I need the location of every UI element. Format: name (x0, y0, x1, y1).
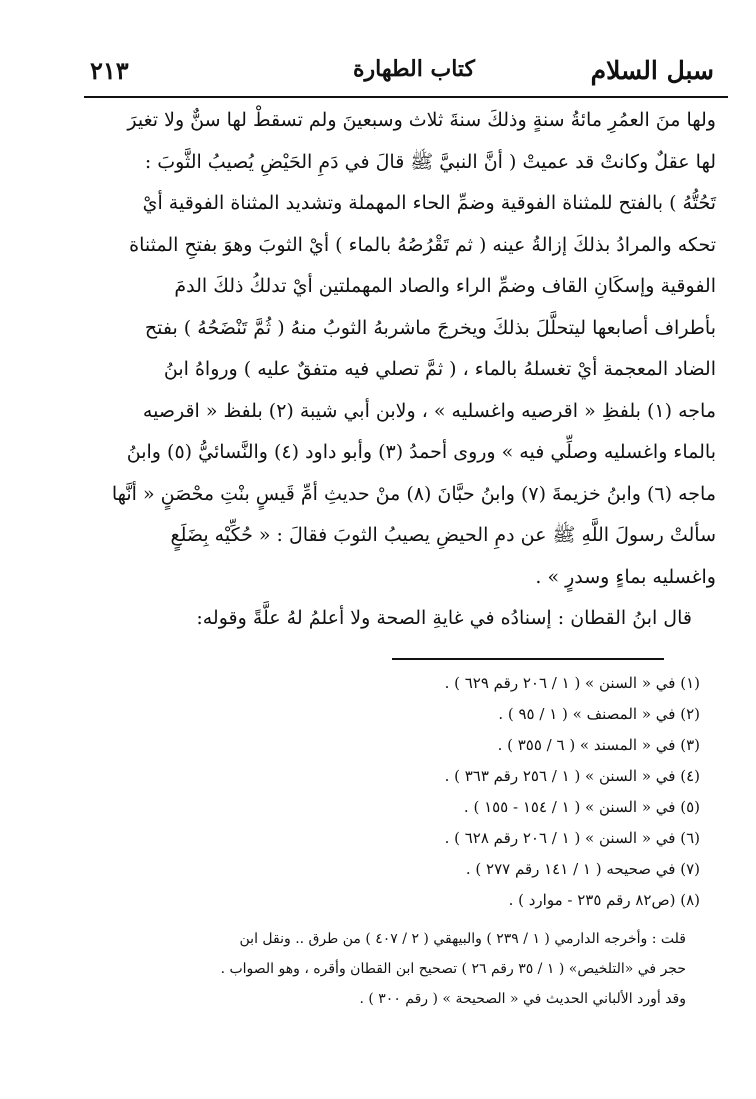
note-line: قلت : وأخرجه الدارمي ( ١ / ٢٣٩ ) والبيهقي ( ٢ / ٤٠٧ ) من طرق .. ونقل ابن (239, 931, 686, 947)
text-line: تحكه والمرادُ بذلكَ إزالةُ عينه ( ثم تَقْرُصُهُ بالماء ) أيْ الثوبَ وهوَ بفتحِ المثناة (129, 233, 716, 256)
footnote-divider (392, 658, 664, 660)
editor-note (96, 924, 686, 1014)
main-text (96, 100, 716, 640)
text-line: قال ابنُ القطان : إسنادُه في غايةِ الصحة ولا أعلمُ لهُ علَّةً وقوله: (196, 607, 692, 629)
header-divider (84, 96, 728, 98)
page-number: ٢١٣ (90, 56, 129, 85)
text-line: بالماء واغسليه وصلِّي فيه » وروى أحمدُ (٣) وأبو داود (٤) والنَّسائيُّ (٥) وابنُ (126, 441, 716, 463)
book-title: سبل السلام (590, 56, 714, 85)
text-line: الفوقية وإسكَانِ القاف وضمِّ الراء والصاد المهملتين أيْ تدلكُ ذلكَ الدمَ (174, 275, 716, 297)
text-line: سألتْ رسولَ اللَّهِ ﷺ عن دمِ الحيضِ يصيبُ الثوبَ فقالَ : « حُكِّيْه بِضَلَعٍ (170, 524, 716, 546)
footnote: (٦) في « السنن » ( ١ / ٢٠٦ رقم ٦٢٨ ) . (444, 829, 700, 847)
footnote: (٢) في « المصنف » ( ١ / ٩٥ ) . (498, 705, 700, 723)
footnote: (٧) في صحيحه ( ١ / ١٤١ رقم ٢٧٧ ) . (465, 860, 700, 878)
text-line: لها عقلٌ وكانتْ قد عميتْ ( أنَّ النبيَّ ﷺ قالَ في دَمِ الحَيْضِ يُصيبُ الثَّوبَ : (144, 150, 716, 173)
text-line: تَحُتُّهُ ) بالفتح للمثناة الفوقية وضمِّ الحاء المهملة وتشديد المثناة الفوقية أيْ (142, 192, 716, 214)
text-line: الضاد المعجمة أيْ تغسلهُ بالماء ، ( ثمَّ تصلي فيه متفقٌ عليه ) ورواهُ ابنُ (163, 358, 716, 380)
text-line: ولها منَ العمُرِ مائةُ سنةٍ وذلكَ سنةَ ثلاث وسبعينَ ولم تسقطْ لها سنٌّ ولا تغيرَ (127, 109, 716, 131)
footnote: (٤) في « السنن » ( ١ / ٢٥٦ رقم ٣٦٣ ) . (444, 767, 700, 785)
text-line: واغسليه بماءٍ وسدرٍ » . (535, 565, 716, 588)
note-line: وقد أورد الألباني الحديث في « الصحيحة » ( رقم ٣٠٠ ) . (359, 991, 686, 1007)
chapter-title: كتاب الطهارة (352, 56, 476, 82)
footnote: (٨) (ص٨٢ رقم ٢٣٥ - موارد ) . (508, 891, 700, 909)
text-line: بأطراف أصابعها ليتحلَّلَ بذلكَ ويخرجَ ماشربهُ الثوبُ منهُ ( ثُمَّ تَنْضَحُهُ ) بفتح (144, 316, 716, 339)
running-header (84, 52, 728, 96)
footnotes (96, 668, 700, 1014)
footnote: (٣) في « المسند » ( ٦ / ٣٥٥ ) . (497, 736, 700, 754)
note-line: حجر في «التلخيص» ( ١ / ٣٥ رقم ٢٦ ) تصحيح ابن القطان وأقره ، وهو الصواب . (220, 961, 686, 977)
text-line: ماجه (١) بلفظِ « اقرصيه واغسليه » ، ولابن أبي شيبة (٢) بلفظ « اقرصيه (142, 399, 716, 422)
footnote: (١) في « السنن » ( ١ / ٢٠٦ رقم ٦٢٩ ) . (444, 674, 700, 692)
footnote: (٥) في « السنن » ( ١ / ١٥٤ - ١٥٥ ) . (463, 798, 700, 816)
text-line: ماجه (٦) وابنُ خزيمةَ (٧) وابنُ حبَّانَ (٨) منْ حديثِ أمِّ قَيسٍ بنْتِ محْصَنٍ « أنَّها (111, 482, 716, 505)
